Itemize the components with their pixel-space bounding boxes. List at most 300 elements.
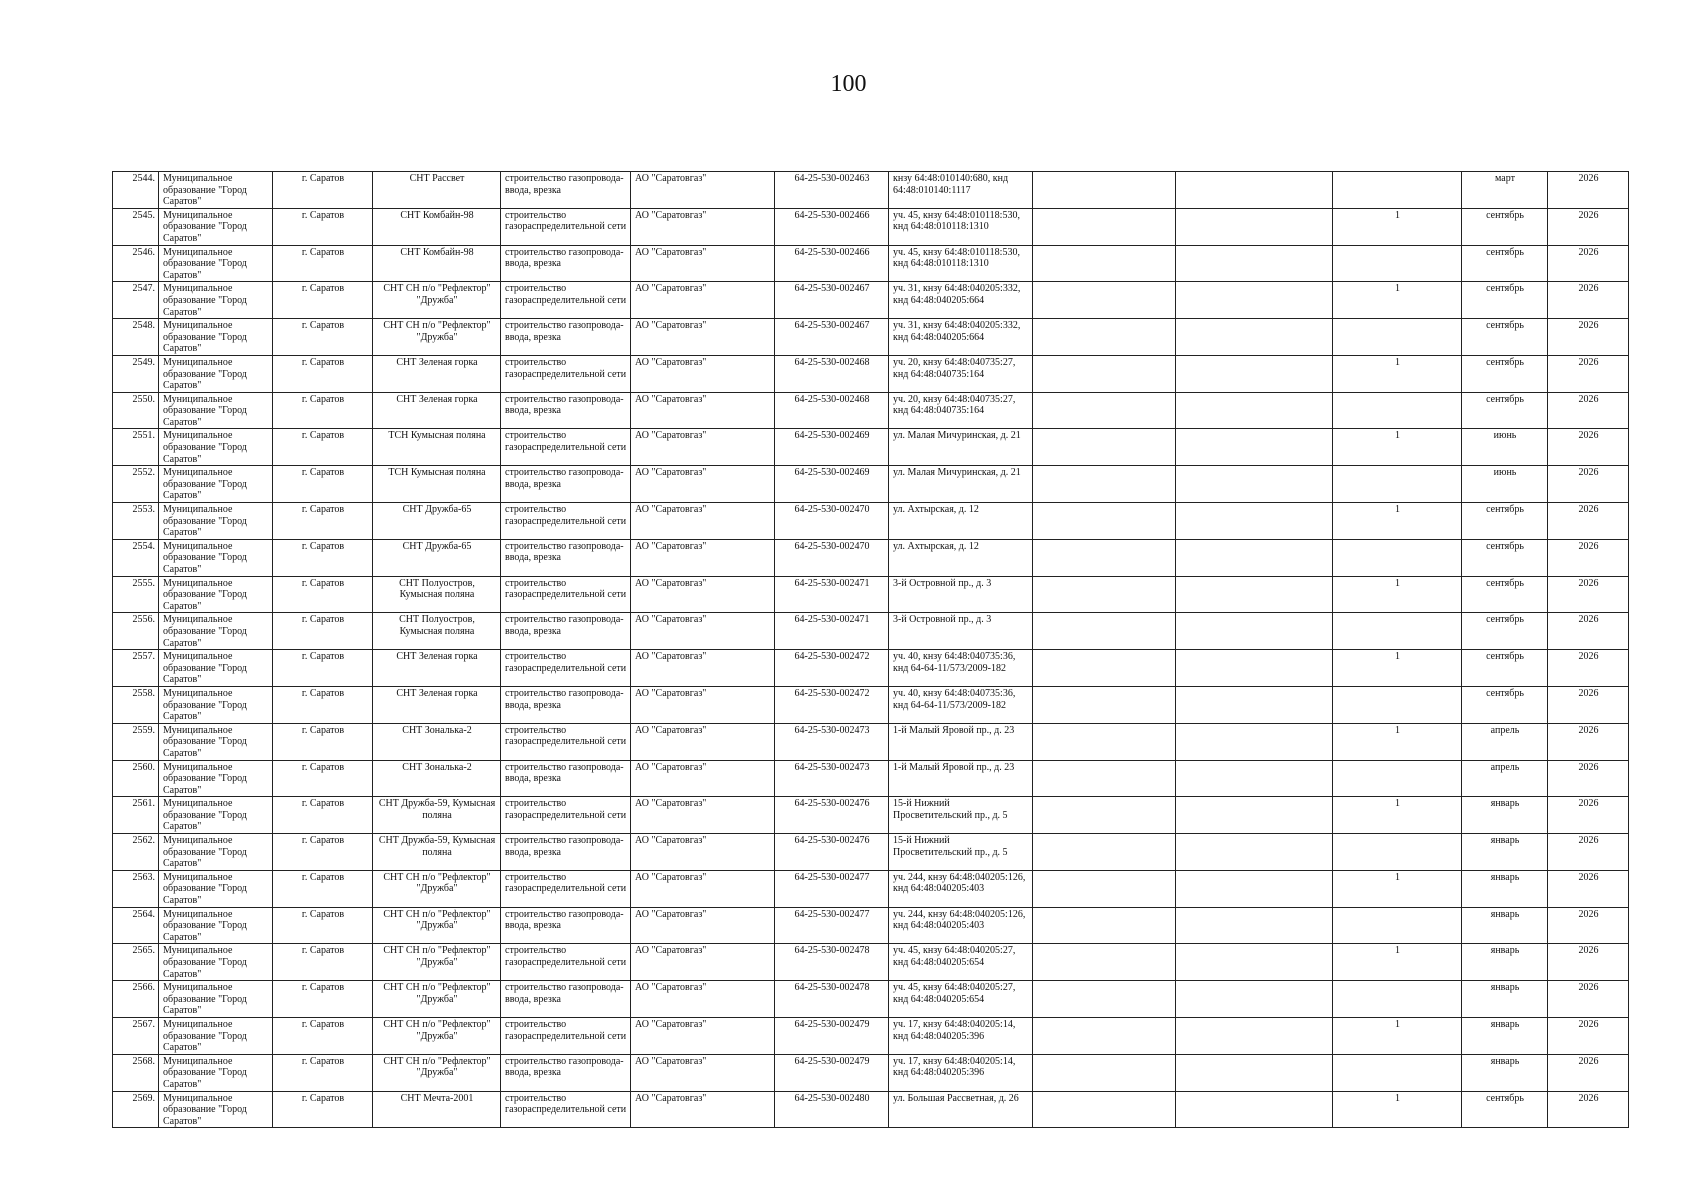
code-cell: 64-25-530-002468 (775, 355, 889, 392)
empty-cell (1033, 797, 1176, 834)
month-cell: сентябрь (1462, 245, 1548, 282)
work-type-cell: строительство газораспределительной сети (501, 503, 631, 540)
code-cell: 64-25-530-002467 (775, 282, 889, 319)
municipality-cell: Муниципальное образование "Город Саратов" (159, 1017, 273, 1054)
city-cell: г. Саратов (273, 208, 373, 245)
quantity-cell: 1 (1333, 870, 1462, 907)
object-cell: СНТ Рассвет (373, 172, 501, 209)
work-type-cell: строительство газопровода-ввода, врезка (501, 613, 631, 650)
code-cell: 64-25-530-002473 (775, 723, 889, 760)
code-cell: 64-25-530-002478 (775, 944, 889, 981)
object-cell: СНТ Зональка-2 (373, 760, 501, 797)
row-number-cell: 2565. (113, 944, 159, 981)
work-type-cell: строительство газораспределительной сети (501, 576, 631, 613)
table-row (113, 429, 1629, 466)
empty-cell (1176, 834, 1333, 871)
row-number-cell: 2546. (113, 245, 159, 282)
table-row (113, 870, 1629, 907)
table-row (113, 834, 1629, 871)
quantity-cell: 1 (1333, 650, 1462, 687)
empty-cell (1176, 797, 1333, 834)
table-row (113, 686, 1629, 723)
city-cell: г. Саратов (273, 429, 373, 466)
address-cell: уч. 31, кнзу 64:48:040205:332, кнд 64:48:040205:664 (889, 319, 1033, 356)
month-cell: апрель (1462, 760, 1548, 797)
empty-cell (1176, 245, 1333, 282)
code-cell: 64-25-530-002466 (775, 245, 889, 282)
city-cell: г. Саратов (273, 613, 373, 650)
empty-cell (1176, 686, 1333, 723)
address-cell: 3-й Островной пр., д. 3 (889, 576, 1033, 613)
row-number-cell: 2552. (113, 466, 159, 503)
organization-cell: АО "Саратовгаз" (631, 834, 775, 871)
code-cell: 64-25-530-002472 (775, 686, 889, 723)
empty-cell (1033, 723, 1176, 760)
work-type-cell: строительство газопровода-ввода, врезка (501, 539, 631, 576)
year-cell: 2026 (1548, 1054, 1629, 1091)
year-cell: 2026 (1548, 944, 1629, 981)
empty-cell (1033, 392, 1176, 429)
municipality-cell: Муниципальное образование "Город Саратов" (159, 539, 273, 576)
city-cell: г. Саратов (273, 539, 373, 576)
empty-cell (1176, 319, 1333, 356)
code-cell: 64-25-530-002477 (775, 870, 889, 907)
empty-cell (1033, 208, 1176, 245)
month-cell: сентябрь (1462, 539, 1548, 576)
organization-cell: АО "Саратовгаз" (631, 981, 775, 1018)
page-number: 100 (830, 71, 867, 97)
month-cell: январь (1462, 797, 1548, 834)
city-cell: г. Саратов (273, 870, 373, 907)
quantity-cell: 1 (1333, 944, 1462, 981)
empty-cell (1176, 1054, 1333, 1091)
quantity-cell: 1 (1333, 797, 1462, 834)
city-cell: г. Саратов (273, 797, 373, 834)
organization-cell: АО "Саратовгаз" (631, 944, 775, 981)
code-cell: 64-25-530-002478 (775, 981, 889, 1018)
year-cell: 2026 (1548, 172, 1629, 209)
work-type-cell: строительство газопровода-ввода, врезка (501, 245, 631, 282)
object-cell: СНТ Полуостров, Кумысная поляна (373, 613, 501, 650)
code-cell: 64-25-530-002470 (775, 503, 889, 540)
row-number-cell: 2557. (113, 650, 159, 687)
address-cell: уч. 31, кнзу 64:48:040205:332, кнд 64:48:040205:664 (889, 282, 1033, 319)
work-type-cell: строительство газопровода-ввода, врезка (501, 319, 631, 356)
address-cell: ул. Ахтырская, д. 12 (889, 503, 1033, 540)
address-cell: 1-й Малый Яровой пр., д. 23 (889, 760, 1033, 797)
row-number-cell: 2556. (113, 613, 159, 650)
table-row (113, 576, 1629, 613)
address-cell: уч. 45, кнзу 64:48:010118:530, кнд 64:48:010118:1310 (889, 245, 1033, 282)
empty-cell (1176, 392, 1333, 429)
organization-cell: АО "Саратовгаз" (631, 870, 775, 907)
empty-cell (1033, 981, 1176, 1018)
row-number-cell: 2544. (113, 172, 159, 209)
quantity-cell: 1 (1333, 282, 1462, 319)
address-cell: уч. 244, кнзу 64:48:040205:126, кнд 64:48:040205:403 (889, 870, 1033, 907)
empty-cell (1176, 1091, 1333, 1128)
organization-cell: АО "Саратовгаз" (631, 1054, 775, 1091)
table-row (113, 503, 1629, 540)
quantity-cell (1333, 760, 1462, 797)
object-cell: ТСН Кумысная поляна (373, 466, 501, 503)
year-cell: 2026 (1548, 466, 1629, 503)
year-cell: 2026 (1548, 1017, 1629, 1054)
city-cell: г. Саратов (273, 723, 373, 760)
empty-cell (1176, 981, 1333, 1018)
year-cell: 2026 (1548, 208, 1629, 245)
organization-cell: АО "Саратовгаз" (631, 466, 775, 503)
empty-cell (1176, 172, 1333, 209)
city-cell: г. Саратов (273, 503, 373, 540)
work-type-cell: строительство газораспределительной сети (501, 650, 631, 687)
address-cell: уч. 20, кнзу 64:48:040735:27, кнд 64:48:040735:164 (889, 355, 1033, 392)
empty-cell (1033, 650, 1176, 687)
city-cell: г. Саратов (273, 981, 373, 1018)
organization-cell: АО "Саратовгаз" (631, 686, 775, 723)
row-number-cell: 2554. (113, 539, 159, 576)
table-row (113, 981, 1629, 1018)
year-cell: 2026 (1548, 355, 1629, 392)
month-cell: сентябрь (1462, 686, 1548, 723)
table-row (113, 355, 1629, 392)
work-type-cell: строительство газопровода-ввода, врезка (501, 466, 631, 503)
row-number-cell: 2558. (113, 686, 159, 723)
organization-cell: АО "Саратовгаз" (631, 723, 775, 760)
year-cell: 2026 (1548, 613, 1629, 650)
table-row (113, 466, 1629, 503)
table-row (113, 282, 1629, 319)
organization-cell: АО "Саратовгаз" (631, 245, 775, 282)
organization-cell: АО "Саратовгаз" (631, 576, 775, 613)
code-cell: 64-25-530-002470 (775, 539, 889, 576)
month-cell: сентябрь (1462, 650, 1548, 687)
month-cell: сентябрь (1462, 392, 1548, 429)
object-cell: СНТ СН п/о "Рефлектор" "Дружба" (373, 282, 501, 319)
empty-cell (1176, 208, 1333, 245)
quantity-cell (1333, 686, 1462, 723)
city-cell: г. Саратов (273, 1091, 373, 1128)
table-row (113, 907, 1629, 944)
table-row (113, 723, 1629, 760)
month-cell: январь (1462, 1054, 1548, 1091)
quantity-cell (1333, 466, 1462, 503)
quantity-cell (1333, 1054, 1462, 1091)
code-cell: 64-25-530-002479 (775, 1054, 889, 1091)
empty-cell (1033, 834, 1176, 871)
municipality-cell: Муниципальное образование "Город Саратов" (159, 1091, 273, 1128)
code-cell: 64-25-530-002463 (775, 172, 889, 209)
empty-cell (1033, 686, 1176, 723)
month-cell: январь (1462, 944, 1548, 981)
city-cell: г. Саратов (273, 282, 373, 319)
municipality-cell: Муниципальное образование "Город Саратов" (159, 613, 273, 650)
month-cell: январь (1462, 1017, 1548, 1054)
address-cell: кнзу 64:48:010140:680, кнд 64:48:010140:1117 (889, 172, 1033, 209)
quantity-cell (1333, 981, 1462, 1018)
object-cell: СНТ Дружба-59, Кумысная поляна (373, 797, 501, 834)
city-cell: г. Саратов (273, 392, 373, 429)
organization-cell: АО "Саратовгаз" (631, 355, 775, 392)
work-type-cell: строительство газораспределительной сети (501, 1017, 631, 1054)
code-cell: 64-25-530-002477 (775, 907, 889, 944)
empty-cell (1176, 503, 1333, 540)
empty-cell (1176, 466, 1333, 503)
city-cell: г. Саратов (273, 319, 373, 356)
quantity-cell: 1 (1333, 208, 1462, 245)
object-cell: СНТ СН п/о "Рефлектор" "Дружба" (373, 319, 501, 356)
empty-cell (1176, 944, 1333, 981)
table-row (113, 650, 1629, 687)
object-cell: СНТ СН п/о "Рефлектор" "Дружба" (373, 1017, 501, 1054)
year-cell: 2026 (1548, 650, 1629, 687)
month-cell: июнь (1462, 429, 1548, 466)
object-cell: СНТ Комбайн-98 (373, 245, 501, 282)
quantity-cell (1333, 245, 1462, 282)
work-type-cell: строительство газопровода-ввода, врезка (501, 907, 631, 944)
object-cell: ТСН Кумысная поляна (373, 429, 501, 466)
object-cell: СНТ Полуостров, Кумысная поляна (373, 576, 501, 613)
municipality-cell: Муниципальное образование "Город Саратов" (159, 870, 273, 907)
row-number-cell: 2549. (113, 355, 159, 392)
work-type-cell: строительство газораспределительной сети (501, 355, 631, 392)
city-cell: г. Саратов (273, 576, 373, 613)
code-cell: 64-25-530-002479 (775, 1017, 889, 1054)
month-cell: март (1462, 172, 1548, 209)
organization-cell: АО "Саратовгаз" (631, 1091, 775, 1128)
address-cell: 15-й Нижний Просветительский пр., д. 5 (889, 797, 1033, 834)
empty-cell (1033, 355, 1176, 392)
quantity-cell (1333, 392, 1462, 429)
municipality-cell: Муниципальное образование "Город Саратов" (159, 245, 273, 282)
row-number-cell: 2568. (113, 1054, 159, 1091)
year-cell: 2026 (1548, 392, 1629, 429)
row-number-cell: 2547. (113, 282, 159, 319)
month-cell: январь (1462, 834, 1548, 871)
row-number-cell: 2567. (113, 1017, 159, 1054)
municipality-cell: Муниципальное образование "Город Саратов" (159, 319, 273, 356)
code-cell: 64-25-530-002472 (775, 650, 889, 687)
work-type-cell: строительство газораспределительной сети (501, 944, 631, 981)
row-number-cell: 2545. (113, 208, 159, 245)
object-cell: СНТ Мечта-2001 (373, 1091, 501, 1128)
year-cell: 2026 (1548, 907, 1629, 944)
empty-cell (1176, 907, 1333, 944)
work-type-cell: строительство газопровода-ввода, врезка (501, 1054, 631, 1091)
year-cell: 2026 (1548, 686, 1629, 723)
municipality-cell: Муниципальное образование "Город Саратов" (159, 208, 273, 245)
work-type-cell: строительство газопровода-ввода, врезка (501, 760, 631, 797)
empty-cell (1033, 539, 1176, 576)
code-cell: 64-25-530-002476 (775, 797, 889, 834)
municipality-cell: Муниципальное образование "Город Саратов" (159, 466, 273, 503)
year-cell: 2026 (1548, 797, 1629, 834)
month-cell: июнь (1462, 466, 1548, 503)
organization-cell: АО "Саратовгаз" (631, 907, 775, 944)
object-cell: СНТ Дружба-59, Кумысная поляна (373, 834, 501, 871)
empty-cell (1176, 282, 1333, 319)
city-cell: г. Саратов (273, 245, 373, 282)
row-number-cell: 2569. (113, 1091, 159, 1128)
address-cell: ул. Малая Мичуринская, д. 21 (889, 429, 1033, 466)
year-cell: 2026 (1548, 576, 1629, 613)
empty-cell (1176, 613, 1333, 650)
quantity-cell: 1 (1333, 1017, 1462, 1054)
municipality-cell: Муниципальное образование "Город Саратов" (159, 282, 273, 319)
year-cell: 2026 (1548, 539, 1629, 576)
organization-cell: АО "Саратовгаз" (631, 1017, 775, 1054)
work-type-cell: строительство газопровода-ввода, врезка (501, 834, 631, 871)
code-cell: 64-25-530-002473 (775, 760, 889, 797)
quantity-cell (1333, 539, 1462, 576)
month-cell: апрель (1462, 723, 1548, 760)
quantity-cell: 1 (1333, 503, 1462, 540)
empty-cell (1176, 1017, 1333, 1054)
month-cell: сентябрь (1462, 355, 1548, 392)
object-cell: СНТ Дружба-65 (373, 539, 501, 576)
year-cell: 2026 (1548, 834, 1629, 871)
city-cell: г. Саратов (273, 355, 373, 392)
municipality-cell: Муниципальное образование "Город Саратов" (159, 981, 273, 1018)
registry-table (112, 171, 1629, 1128)
organization-cell: АО "Саратовгаз" (631, 650, 775, 687)
municipality-cell: Муниципальное образование "Город Саратов" (159, 172, 273, 209)
city-cell: г. Саратов (273, 944, 373, 981)
empty-cell (1176, 760, 1333, 797)
code-cell: 64-25-530-002480 (775, 1091, 889, 1128)
table-row (113, 760, 1629, 797)
work-type-cell: строительство газопровода-ввода, врезка (501, 392, 631, 429)
table-row (113, 1091, 1629, 1128)
empty-cell (1176, 870, 1333, 907)
quantity-cell (1333, 907, 1462, 944)
address-cell: уч. 45, кнзу 64:48:010118:530, кнд 64:48:010118:1310 (889, 208, 1033, 245)
empty-cell (1033, 429, 1176, 466)
month-cell: сентябрь (1462, 282, 1548, 319)
quantity-cell: 1 (1333, 723, 1462, 760)
organization-cell: АО "Саратовгаз" (631, 760, 775, 797)
code-cell: 64-25-530-002466 (775, 208, 889, 245)
table-row (113, 392, 1629, 429)
municipality-cell: Муниципальное образование "Город Саратов" (159, 650, 273, 687)
quantity-cell: 1 (1333, 355, 1462, 392)
organization-cell: АО "Саратовгаз" (631, 282, 775, 319)
empty-cell (1033, 245, 1176, 282)
year-cell: 2026 (1548, 981, 1629, 1018)
address-cell: 1-й Малый Яровой пр., д. 23 (889, 723, 1033, 760)
city-cell: г. Саратов (273, 760, 373, 797)
address-cell: уч. 17, кнзу 64:48:040205:14, кнд 64:48:040205:396 (889, 1054, 1033, 1091)
organization-cell: АО "Саратовгаз" (631, 503, 775, 540)
row-number-cell: 2564. (113, 907, 159, 944)
empty-cell (1033, 1017, 1176, 1054)
code-cell: 64-25-530-002469 (775, 429, 889, 466)
month-cell: январь (1462, 981, 1548, 1018)
city-cell: г. Саратов (273, 907, 373, 944)
municipality-cell: Муниципальное образование "Город Саратов" (159, 429, 273, 466)
object-cell: СНТ СН п/о "Рефлектор" "Дружба" (373, 944, 501, 981)
month-cell: сентябрь (1462, 613, 1548, 650)
organization-cell: АО "Саратовгаз" (631, 319, 775, 356)
table-row (113, 172, 1629, 209)
work-type-cell: строительство газораспределительной сети (501, 723, 631, 760)
city-cell: г. Саратов (273, 834, 373, 871)
table-row (113, 245, 1629, 282)
object-cell: СНТ СН п/о "Рефлектор" "Дружба" (373, 907, 501, 944)
object-cell: СНТ СН п/о "Рефлектор" "Дружба" (373, 870, 501, 907)
object-cell: СНТ Дружба-65 (373, 503, 501, 540)
empty-cell (1033, 1054, 1176, 1091)
year-cell: 2026 (1548, 760, 1629, 797)
object-cell: СНТ Зональка-2 (373, 723, 501, 760)
row-number-cell: 2566. (113, 981, 159, 1018)
address-cell: ул. Большая Рассветная, д. 26 (889, 1091, 1033, 1128)
year-cell: 2026 (1548, 1091, 1629, 1128)
address-cell: уч. 45, кнзу 64:48:040205:27, кнд 64:48:040205:654 (889, 981, 1033, 1018)
row-number-cell: 2560. (113, 760, 159, 797)
empty-cell (1033, 282, 1176, 319)
address-cell: уч. 244, кнзу 64:48:040205:126, кнд 64:48:040205:403 (889, 907, 1033, 944)
registry-table-body (113, 172, 1629, 1128)
empty-cell (1033, 172, 1176, 209)
organization-cell: АО "Саратовгаз" (631, 208, 775, 245)
empty-cell (1033, 1091, 1176, 1128)
city-cell: г. Саратов (273, 1054, 373, 1091)
address-cell: 15-й Нижний Просветительский пр., д. 5 (889, 834, 1033, 871)
month-cell: сентябрь (1462, 576, 1548, 613)
work-type-cell: строительство газораспределительной сети (501, 1091, 631, 1128)
address-cell: уч. 20, кнзу 64:48:040735:27, кнд 64:48:040735:164 (889, 392, 1033, 429)
object-cell: СНТ Комбайн-98 (373, 208, 501, 245)
empty-cell (1033, 613, 1176, 650)
municipality-cell: Муниципальное образование "Город Саратов" (159, 1054, 273, 1091)
address-cell: ул. Ахтырская, д. 12 (889, 539, 1033, 576)
empty-cell (1033, 319, 1176, 356)
quantity-cell (1333, 613, 1462, 650)
month-cell: сентябрь (1462, 319, 1548, 356)
city-cell: г. Саратов (273, 1017, 373, 1054)
city-cell: г. Саратов (273, 466, 373, 503)
month-cell: сентябрь (1462, 1091, 1548, 1128)
municipality-cell: Муниципальное образование "Город Саратов" (159, 355, 273, 392)
row-number-cell: 2561. (113, 797, 159, 834)
code-cell: 64-25-530-002469 (775, 466, 889, 503)
month-cell: январь (1462, 907, 1548, 944)
code-cell: 64-25-530-002471 (775, 613, 889, 650)
work-type-cell: строительство газораспределительной сети (501, 282, 631, 319)
organization-cell: АО "Саратовгаз" (631, 392, 775, 429)
year-cell: 2026 (1548, 429, 1629, 466)
work-type-cell: строительство газораспределительной сети (501, 870, 631, 907)
empty-cell (1176, 723, 1333, 760)
object-cell: СНТ СН п/о "Рефлектор" "Дружба" (373, 981, 501, 1018)
table-row (113, 208, 1629, 245)
empty-cell (1033, 466, 1176, 503)
municipality-cell: Муниципальное образование "Город Саратов" (159, 723, 273, 760)
address-cell: 3-й Островной пр., д. 3 (889, 613, 1033, 650)
empty-cell (1033, 907, 1176, 944)
municipality-cell: Муниципальное образование "Город Саратов" (159, 760, 273, 797)
municipality-cell: Муниципальное образование "Город Саратов" (159, 944, 273, 981)
quantity-cell: 1 (1333, 576, 1462, 613)
work-type-cell: строительство газораспределительной сети (501, 797, 631, 834)
table-row (113, 613, 1629, 650)
quantity-cell: 1 (1333, 1091, 1462, 1128)
row-number-cell: 2550. (113, 392, 159, 429)
organization-cell: АО "Саратовгаз" (631, 613, 775, 650)
work-type-cell: строительство газораспределительной сети (501, 429, 631, 466)
address-cell: уч. 40, кнзу 64:48:040735:36, кнд 64-64-11/573/2009-182 (889, 686, 1033, 723)
